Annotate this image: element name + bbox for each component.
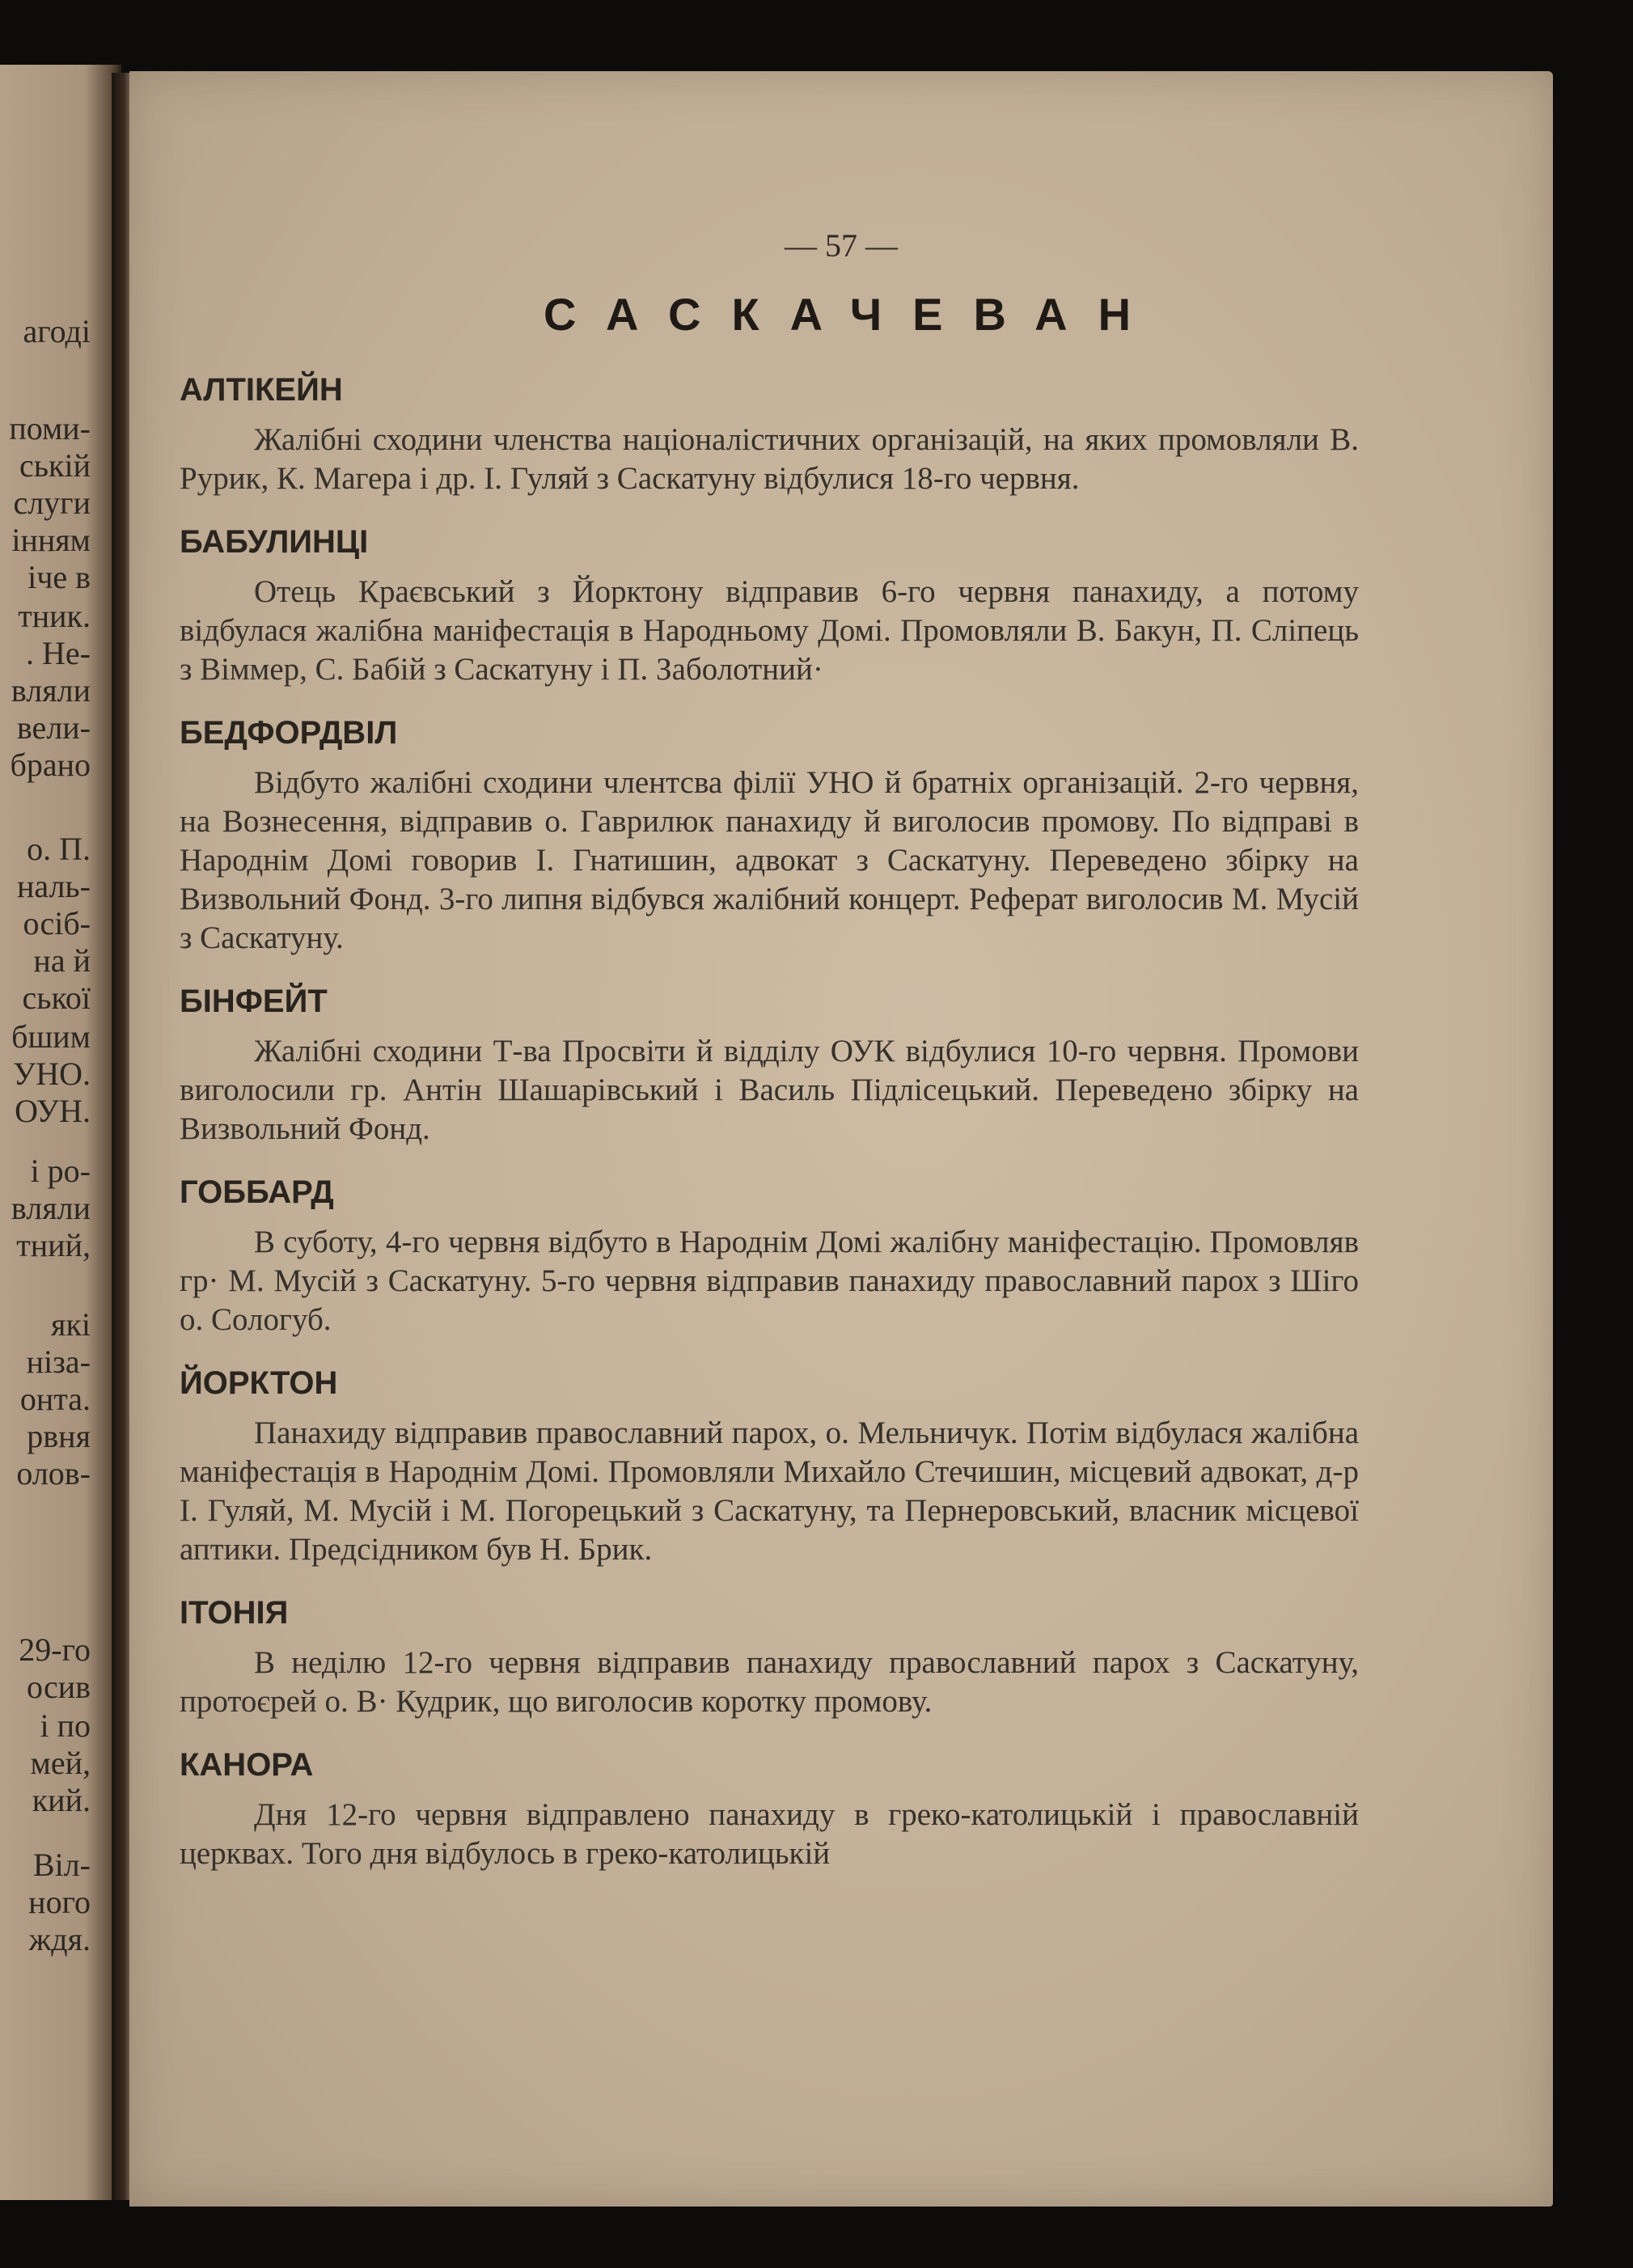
left-page-line: ніза- — [26, 1343, 91, 1380]
section-paragraph: Дня 12-го червня відправлено панахиду в греко-католицькій і православній церквах. Того дня відбулось в греко-католицькій — [180, 1797, 1359, 1871]
section-paragraph: В неділю 12-го червня відправив панахиду православний парох з Саскатуну, протоєрей о. В· Кудрик, що виголосив коротку промову. — [180, 1645, 1359, 1719]
page-number: — 57 — — [785, 227, 898, 264]
article-content — [180, 370, 1359, 1898]
left-page-line: мей, — [30, 1745, 91, 1781]
section-paragraph: Отець Краєвський з Йорктону відправив 6-го червня панахиду, а потому відбулася жалібна маніфестація в Народньому Домі. Промовляли В. Бакун, П. Сліпець з Віммер, С. Бабій з Саскатуну і П. Заболотний· — [180, 574, 1359, 687]
section-heading: ІТОНІЯ — [180, 1595, 289, 1631]
left-page-line: онта. — [19, 1381, 91, 1417]
section-heading: ЙОРКТОН — [180, 1365, 338, 1401]
section-paragraph: Панахиду відправив православний парох, о. Мельничук. Потім відбулася жалібна маніфестація в Народнім Домі. Промовляли Михайло Стечишин, місцевий адвокат, д-р І. Гуляй, М. Мусій і М. Погорецький з Саскатуну, та Пернеровський, власник місцевої аптики. Предсідником був Н. Брик. — [180, 1415, 1359, 1567]
section-paragraph: Відбуто жалібні сходини члентсва філії УНО й братніх організацій. 2-го червня, на Вознесення, відправив о. Гаврилюк панахиду й виголосив промову. По відправі в Народнім Домі говорив І. Гнатишин, адвокат з Саскатуну. Переведено збірку на Визвольний Фонд. 3-го липня відбувся жалібний концерт. Реферат виголосив М. Мусій з Саскатуну. — [180, 765, 1359, 955]
left-page-line: 29-го — [19, 1631, 91, 1668]
left-page-line: рвня — [27, 1418, 91, 1454]
section-heading: КАНОРА — [180, 1747, 314, 1783]
left-page-line: тний, — [16, 1227, 91, 1263]
section-paragraph: Жалібні сходини членства націоналістичних організацій, на яких промовляли В. Рурик, К. Магера і др. І. Гуляй з Саскатуну відбулися 18-го червня. — [180, 422, 1359, 496]
left-page-line: на й — [33, 942, 91, 979]
left-page-line: осив — [26, 1669, 91, 1705]
left-page-line: УНО. — [12, 1056, 91, 1092]
section-heading: БАБУЛИНЦІ — [180, 524, 369, 560]
left-page-line: Віл- — [32, 1847, 91, 1883]
section — [180, 1593, 1359, 1721]
section — [180, 1364, 1359, 1569]
section — [180, 1173, 1359, 1339]
section — [180, 523, 1359, 689]
left-page-line: олов- — [16, 1455, 91, 1492]
section — [180, 370, 1359, 498]
left-page-line: наль- — [16, 868, 91, 904]
left-page-line: і по — [40, 1707, 91, 1744]
section — [180, 713, 1359, 958]
section-heading: АЛТІКЕЙН — [180, 372, 343, 408]
left-page-line: слуги — [13, 484, 91, 521]
left-page-line: ській — [19, 447, 91, 484]
page-title: САСКАЧЕВАН — [543, 289, 1162, 340]
left-page-line: бшим — [11, 1018, 91, 1055]
left-page-line: інням — [11, 522, 91, 558]
left-page-line: ської — [22, 980, 91, 1016]
left-page-line: вляли — [11, 672, 91, 709]
section-paragraph: В суботу, 4-го червня відбуто в Народнім Домі жалібну маніфестацію. Промовляв гр· М. Мусій з Саскатуну. 5-го червня відправив панахиду православний парох з Шіго о. Сологуб. — [180, 1225, 1359, 1337]
left-page-line: о. П. — [27, 831, 91, 867]
section-heading: БІНФЕЙТ — [180, 984, 328, 1019]
left-page-line: агоді — [23, 313, 91, 349]
section-paragraph: Жалібні сходини Т-ва Просвіти й відділу ОУК відбулися 10-го червня. Промови виголосили гр. Антін Шашарівський і Василь Підлісецький. Переведено збірку на Визвольний Фонд. — [180, 1034, 1359, 1146]
left-page-line: ждя. — [28, 1921, 91, 1957]
left-page-line: осіб- — [23, 905, 91, 941]
right-page — [129, 71, 1553, 2207]
left-page-line: брано — [10, 747, 91, 783]
left-page-line: . Не- — [26, 635, 91, 671]
left-page-line: вели- — [16, 709, 91, 746]
left-page-line: тник. — [18, 598, 91, 634]
left-page-line: і ро- — [30, 1153, 91, 1189]
section-heading: ГОББАРД — [180, 1174, 334, 1210]
left-page-line: іче в — [27, 559, 91, 595]
section-heading: БЕДФОРДВІЛ — [180, 715, 398, 751]
section — [180, 982, 1359, 1149]
section — [180, 1745, 1359, 1873]
left-facing-page — [0, 65, 121, 2200]
left-page-line: кий. — [32, 1782, 91, 1818]
left-page-line: поми- — [9, 410, 91, 446]
left-page-line: вляли — [11, 1190, 91, 1226]
left-page-line: які — [51, 1306, 91, 1343]
left-page-line: ного — [28, 1884, 91, 1920]
left-page-line: ОУН. — [15, 1093, 91, 1129]
